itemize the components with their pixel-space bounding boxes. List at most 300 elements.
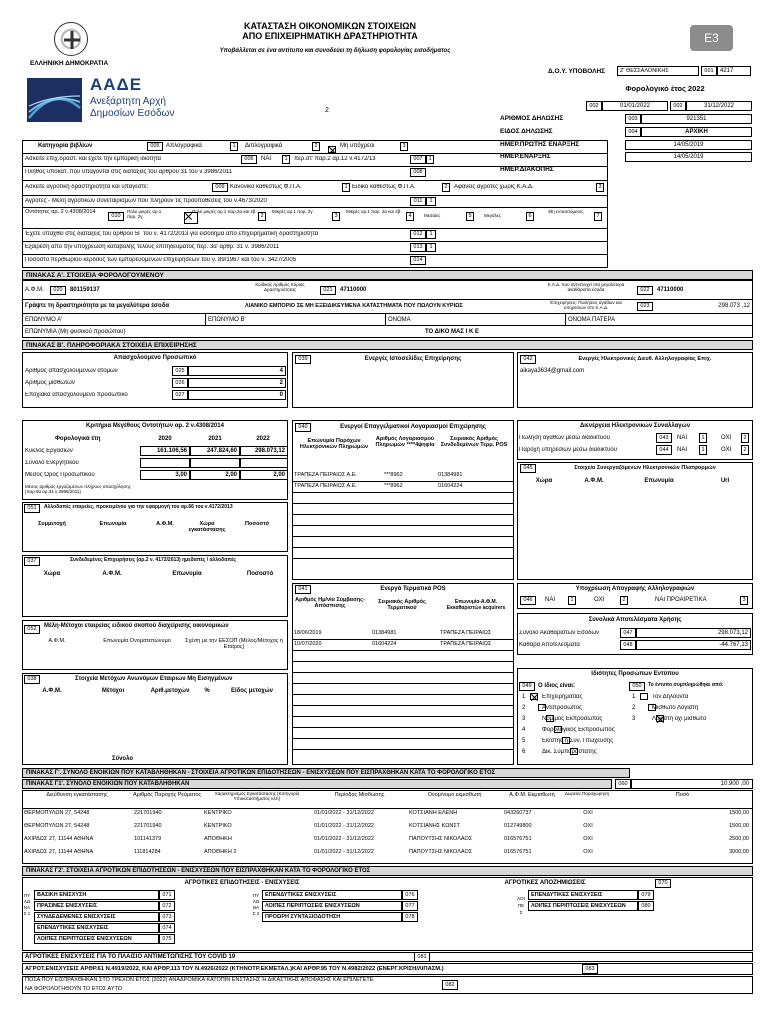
books-n3: 3: [400, 142, 408, 151]
prep-left-number: 2: [522, 705, 526, 711]
country-label: ΕΛΛΗΝΙΚΗ ΔΗΜΟΚΡΑΤΙΑ: [30, 60, 109, 67]
period-from: 01/01/2022: [602, 101, 668, 111]
g2-row-code: 076: [402, 890, 418, 900]
size-n2: 2: [258, 212, 266, 221]
g2-row-code: 079: [638, 890, 654, 900]
results-row-code: 047: [620, 628, 636, 638]
start-date: 14/05/2019: [625, 152, 752, 162]
r009-n3: 3: [596, 183, 604, 192]
code-021: 021: [320, 286, 336, 295]
rent-row-type: ΚΕΝΤΡΙΚΟ: [204, 823, 232, 829]
books-label: Κατηγορία βιβλίων: [38, 143, 93, 149]
g2-row-code: 073: [159, 912, 175, 922]
code-002: 002: [586, 101, 602, 111]
bank-row-serial: 01384981: [438, 472, 463, 478]
code-013: 013: [410, 243, 426, 252]
code-081: 081: [414, 952, 430, 962]
agri-comp-title: ΑΓΡΟΤΙΚΕΣ ΑΠΟΖΗΜΙΩΣΕΙΣ: [504, 880, 586, 886]
size-n7: 7: [594, 212, 602, 221]
g2-row-label: ΕΠΕΝΔΥΤΙΚΕΣ ΕΝΙΣΧΥΣΕΙΣ: [262, 890, 402, 900]
rent-row-amount: 2500,00: [729, 836, 749, 842]
prep-left-label: Αντιπρόσωπος: [542, 705, 583, 711]
r012-label: Έχετε υπαχθεί στις διατάξεις του άρθρου 5Γ του ν. 4172/2013 για εισόδημα από επιχειρηματική δραστηριότητα: [25, 231, 319, 237]
staff-row-label: Αριθμός απασχολούμενων ατόμων: [25, 368, 118, 374]
period-to: 31/12/2022: [686, 101, 752, 111]
code-002b: 002: [670, 101, 686, 111]
g2-row-label: ΕΠΕΝΔΥΤΙΚΕΣ ΕΝΙΣΧΥΣΕΙΣ: [34, 923, 159, 933]
rent-row-power: 101141379: [134, 836, 162, 842]
shares-headers: [22, 686, 288, 698]
books-opt-1: Απλογραφικά: [166, 143, 202, 149]
foreign-col-header: Α.Φ.Μ.: [156, 521, 174, 527]
rent-row-address: ΑΧΙΡΔΩΣ 27, 11144 ΑΘΗΝΑ: [24, 849, 94, 855]
start-label: ΗΜΕΡ.ΕΝΑΡΞΗΣ: [500, 153, 551, 160]
etrans-yes: ΝΑΙ: [677, 447, 688, 453]
rent-col-header: Διεύθυνση εγκατάστασης: [46, 792, 108, 798]
r009-n1: 1: [342, 183, 350, 192]
prep-left-label: Δικ. Συμπαραστάτης: [542, 749, 597, 755]
decl-type: ΑΡΧΙΚΗ: [641, 127, 752, 137]
surname-2-label: ΕΠΩΝΥΜΟ Β': [208, 317, 246, 323]
size-medium: Μεσαίες: [424, 213, 441, 218]
staff-title: Απασχολούμενο Προσωπικό: [113, 355, 197, 361]
rent-row-free: ΟΧΙ: [583, 823, 593, 829]
g2-row-label: ΠΡΑΣΙΝΕΣ ΕΝΙΣΧΥΣΕΙΣ: [34, 901, 159, 911]
foreign-col-header: Επωνυμία: [99, 521, 127, 527]
members-col-header: Σχέση με την ΕΕΣΟΠ (Μέλος/Μέτοχος ή Εταίρος): [185, 638, 283, 651]
rent-row-address: ΑΧΙΡΔΩΣ 27, 11144 ΑΘΗΝΑ: [24, 836, 94, 842]
covid-label: ΑΓΡΟΤΙΚΕΣ ΕΝΙΣΧΥΣΕΙΣ ΓΙΑ ΤΟ ΠΛΑΙΣΙΟ ΑΝΤΙΜΕΤΩΠΙΣΗΣ ΤΟΥ COVID 19: [25, 954, 236, 960]
r009-n2: 2: [442, 183, 450, 192]
staff-row-label: Αριθμός μισθωτών: [25, 380, 75, 386]
code-004: 004: [625, 127, 641, 137]
criteria-value-1: 3,00: [140, 470, 190, 480]
code-060: 060: [615, 779, 631, 789]
rent-row-amount: 1500,00: [729, 810, 749, 816]
size-small-2ab: Μικρές αρ.1 παρ. 2α και 2β: [346, 209, 401, 214]
form-title-2: ΑΠΟ ΕΠΙΧΕΙΡΗΜΑΤΙΚΗ ΔΡΑΣΤΗΡΙΟΤΗΤΑ: [242, 30, 418, 41]
linked-col-header: Χώρα: [43, 571, 61, 577]
code-006: 006: [241, 155, 257, 164]
criteria-value-1: [140, 458, 190, 468]
results-row-label: Σύνολο Ακαθαρίστων Εσόδων: [519, 630, 600, 636]
g2-row-code: 072: [159, 901, 175, 911]
criteria-note: Μέσος αριθμός εργαζομένων πλήρους απασχόλησης (παρ.9α αρ.31 ν.3986/2011): [25, 484, 131, 494]
r013-value: 1: [426, 243, 436, 252]
etrans-row-label: Πώληση αγαθών μέσω διαδικτύου: [519, 435, 610, 441]
size-large: Μεγάλες: [484, 213, 502, 218]
legal-name-value: ΤΟ ΔΙΚΟ ΜΑΣ Ι Κ Ε: [425, 329, 479, 335]
prep-left-number: 6: [522, 749, 526, 755]
email-title: Ενεργές Ηλεκτρονικές Διευθ. Αλληλογραφίας Επιχ.: [578, 356, 712, 362]
r009-label: Ασκείτε αγροτική δραστηριότητα και υπάγεστε:: [25, 184, 149, 190]
form-code-badge: Ε3: [690, 25, 733, 51]
term-col-serial: Σειριακός Αριθμός Τερματικού: [378, 599, 426, 612]
linked-title: Συνδεδεμένες Επιχειρήσεις (αρ.2 ν. 4172/2013) ημεδαπές / αλλοδαπές: [70, 557, 236, 563]
g2-row-code: 077: [402, 901, 418, 911]
decl-no-label: ΑΡΙΘΜΟΣ ΔΗΛΩΣΗΣ: [500, 115, 564, 122]
platform-col-header: Url: [720, 478, 730, 484]
terminal-row-serial: 01604224: [372, 641, 397, 647]
code-005: 005: [147, 142, 163, 151]
size-not-classified: Μη εντασσόμενες: [548, 209, 584, 214]
rent-row-afm: 012749800: [504, 823, 532, 829]
rent-row-amount: 1500,00: [729, 823, 749, 829]
rent-row-type: ΚΕΝΤΡΙΚΟ: [204, 810, 232, 816]
code-051: 051: [24, 504, 40, 513]
rent-col-header: Ποσό: [675, 792, 690, 798]
prep-left-label: Φορολογικός Εκπρόσωπος: [542, 727, 615, 733]
results-row-code: 048: [620, 640, 636, 650]
rent-row-lessor: ΚΟΤΣΙΑΝΗΣ ΚΩΝΣΤ: [409, 823, 461, 829]
afm-value: 801159137: [70, 287, 100, 293]
table-g-title: ΠΙΝΑΚΑΣ Γ'. ΣΥΝΟΛΟ ΕΝΟΙΚΙΩΝ ΠΟΥ ΚΑΤΑΒΛΗΘΗΚΑΝ - ΣΤΟΙΧΕΙΑ ΑΓΡΟΤΙΚΩΝ ΕΠΙΔΟΤΗΣΕΩΝ - ΕΝΙΣΧΥΣΕΩΝ ΠΟΥ ΕΙΣΠΡΑΧΘΗΚΑΝ ΚΑΤΑ ΤΟ ΦΟΡΟΛΟΓΙΚΟ ΕΤΟΣ: [22, 768, 630, 778]
shares-title: Στοιχεία Μετόχων Ανωνύμων Εταιριών Μη Εισηγμένων: [75, 676, 233, 682]
foreign-col-header: Συμμετοχή: [38, 521, 66, 527]
rent-row-afm: 016576751: [504, 836, 532, 842]
etrans-no: ΟΧΙ: [721, 435, 732, 441]
email-value: aikaya3634@gmail.com: [520, 368, 585, 374]
inventory-optional: ΝΑΙ ΠΡΟΑΙΡΕΤΙΚΑ: [655, 597, 707, 603]
g2-row-label: ΛΟΙΠΕΣ ΠΕΡΙΠΤΩΣΕΙΣ ΕΝΙΣΧΥΣΕΩΝ: [528, 901, 638, 911]
inventory-n1: 1: [568, 596, 576, 605]
code-050: 050: [629, 682, 645, 691]
decl-type-label: ΕΙΔΟΣ ΔΗΛΩΣΗΣ: [500, 128, 553, 135]
code-083: 083: [582, 964, 598, 974]
criteria-value-1: 161.106,56: [140, 446, 190, 456]
etrans-y: 1: [699, 433, 707, 443]
prep-left-label: Νόμιμος Εκπρόσωπος: [542, 716, 603, 722]
form-title-1: ΚΑΤΑΣΤΑΣΗ ΟΙΚΟΝΟΜΙΚΩΝ ΣΤΟΙΧΕΙΩΝ: [244, 21, 416, 31]
results-title: Συνολικά Αποτελέσματα Χρήσης: [588, 617, 682, 623]
code-022: 022: [637, 286, 653, 295]
r008-label: Πλήθος υποκατ. που υπάγονται στις διατάξεις του άρθρου 31 του ν.3986/2011: [25, 169, 233, 175]
rent-row-period: 01/01/2022 - 31/12/2022: [314, 823, 374, 829]
first-start-label: ΗΜΕΡ.ΠΡΩΤΗΣ ΕΝΑΡΞΗΣ: [500, 141, 580, 148]
prep-title: Ιδιότητες Προσώπων Εντύπου: [591, 671, 679, 677]
rent-row-period: 01/01/2022 - 31/12/2022: [314, 836, 374, 842]
prep-left-number: 3: [522, 716, 526, 722]
r006-yes: ΝΑΙ: [261, 156, 272, 162]
size-n5: 5: [466, 212, 474, 221]
code-008: 008: [410, 168, 426, 177]
c023-value: 298.073 ,12: [718, 303, 750, 309]
terminals-title: Ενεργά Τερματικά POS: [380, 586, 446, 592]
kad2-label: Κ.Α.Δ. που αντιστοιχεί στα μεγαλύτερα ακαθάριστα έσοδα: [547, 282, 625, 292]
table-b-title: ΠΙΝΑΚΑΣ Β'. ΠΛΗΡΟΦΟΡΙΑΚΑ ΣΤΟΙΧΕΙΑ ΕΠΙΧΕΙΡΗΣΗΣ: [22, 340, 753, 350]
books-opt-3: Μη υπόχρεοι: [340, 143, 375, 149]
r012-value: 1: [426, 230, 436, 239]
return-label-1: ΠΟΣΑ ΠΟΥ ΕΙΣΠΡΑΧΘΗΚΑΝ ΣΤΟ ΤΡΕΧΟΝ ΕΤΟΣ (2022) ΑΝΑΔΡΟΜΙΚΑ ΚΑΤΟΠΙΝ ΕΝΣΤΑΣΗΣ Ή ΔΙΚΑΣΤΙΚΗΣ ΑΠΟΦΑΣΗΣ ΚΑΙ ΕΠΙΛΕΓΕΤΕ: [25, 977, 374, 983]
web-title: Ενεργές Ιστοσελίδες Επιχείρησης: [364, 356, 462, 362]
r014-label: Ποσοστό περιθωρίου κέρδους των εμπορευόμενων επιχειρήσεων του ν. 89/1967 και του ν. 3427/2005: [25, 257, 297, 263]
etrans-row-label: Παροχή υπηρεσιών μέσω διαδικτύου: [519, 447, 618, 453]
platform-col-header: Α.Φ.Μ.: [584, 478, 604, 484]
bank-col-account: Αριθμός Λογαριασμού Πληρωμών ****4ψηφία: [375, 436, 435, 449]
code-003: 003: [625, 114, 641, 124]
code-040: 040: [295, 423, 311, 432]
criteria-title: Κριτήρια Μεγέθους Οντοτήτων αρ. 2 ν.4308/2014: [86, 423, 224, 429]
shares-col-header: Είδος μετοχών: [231, 688, 273, 694]
code-046: 046: [520, 596, 536, 605]
linked-headers: [22, 569, 288, 581]
code-082: 082: [442, 980, 458, 990]
r007-n1: 1: [426, 155, 434, 164]
code-014: 014: [410, 256, 426, 265]
rent-col-header: Αριθμός Παροχής Ρεύματος: [132, 792, 202, 798]
criteria-value-2: [190, 458, 240, 468]
books-n2: 2: [312, 142, 320, 151]
shares-col-header: Α.Φ.Μ.: [42, 688, 62, 694]
rent-row-free: ΟΧΙ: [583, 810, 593, 816]
foreign-headers: [22, 518, 288, 534]
r013-label: Εξαίρεση από την υποχρέωση καταβολής τέλους επιτηδεύματος περ. 3α' άρθρ. 31 ν. 3986/2011: [25, 244, 280, 250]
books-opt-2: Διπλογραφικά: [245, 143, 283, 149]
rent-row-afm: 016576751: [504, 849, 532, 855]
energy-label: ΑΓΡΟΤ.ΕΝΙΣΧΥΣΕΙΣ ΑΡΘΡ.61 Ν.4919/2022, ΚΑΙ ΑΡΘΡ.113 ΤΟΥ Ν.4926/2022 (ΚΤΗΝΟΤΡ.ΕΚΜΕΤΑΛ.)ΚΑΙ ΑΡΘΡ.95 ΤΟΥ Ν.4982/2022 (ΕΝΕΡΓ.ΚΡΙΣΗ/ΛΙΠΑΣΜ.): [25, 966, 444, 972]
platform-col-header: Επωνυμία: [644, 478, 674, 484]
greek-emblem-icon: [54, 22, 88, 56]
doy-value: Ζ' ΘΕΣΣΑΛΟΝΙΚΗΣ: [617, 66, 699, 76]
g2-row-code: 080: [638, 901, 654, 911]
afm-label: Α.Φ.Μ.: [25, 287, 44, 293]
activity-value: ΛΙΑΝΙΚΟ ΕΜΠΟΡΙΟ ΣΕ ΜΗ ΕΞΕΙΔΙΚΕΥΜΕΝΑ ΚΑΤΑΣΤΗΜΑΤΑ ΠΟΥ ΠΩΛΟΥΝ ΚΥΡΙΩΣ: [245, 303, 463, 309]
pillar-2-label: ΠΥΛΩΝΑΣ 2: [252, 893, 260, 916]
foreign-title: Αλλοδαπές εταιρείες, προκειμένου για την εφαρμογή του αρ.66 του ν.4172/2013: [44, 504, 233, 510]
bank-row-serial: 01604224: [438, 483, 463, 489]
code-020: 020: [50, 286, 66, 295]
terminal-row-date: 10/07/2020: [294, 641, 322, 647]
prep-right-number: 1: [632, 694, 636, 700]
rent-col-header: Περίοδος Μίσθωσης: [334, 792, 385, 798]
prep-right-list: [630, 694, 750, 722]
etrans-y: 1: [699, 445, 707, 455]
rent-row-free: ΟΧΙ: [583, 849, 593, 855]
code-049: 049: [519, 682, 535, 691]
rent-headers: [22, 791, 753, 809]
aade-logo: [27, 78, 82, 122]
staff-row-code: 025: [172, 366, 188, 376]
prep-right-label: Λογιστή όχι μισθωτό: [652, 716, 707, 722]
aade-subtitle-2: Δημοσίων Εσόδων: [90, 108, 175, 119]
r006-n1: 1: [282, 155, 290, 164]
etrans-title: Διενέργεια Ηλεκτρονικών Συναλλαγών: [579, 423, 691, 429]
agri-sub-title: ΑΓΡΟΤΙΚΕΣ ΕΠΙΔΟΤΗΣΕΙΣ - ΕΝΙΣΧΥΣΕΙΣ: [184, 880, 300, 886]
g2-row-label: ΠΡΟΩΡΗ ΣΥΝΤΑΞΙΟΔΟΤΗΣΗ: [262, 912, 402, 922]
code-045: 045: [520, 464, 536, 473]
term-col-acquirer: Επωνυμία-Α.Φ.Μ. Εκκαθαριστών acquirers: [446, 599, 506, 611]
code-023: 023: [637, 302, 653, 311]
table-g2-title: ΠΙΝΑΚΑΣ Γ2'. ΣΤΟΙΧΕΙΑ ΑΓΡΟΤΙΚΩΝ ΕΠΙΔΟΤΗΣΕΩΝ - ΕΝΙΣΧΥΣΕΩΝ ΠΟΥ ΕΙΣΠΡΑΧΘΗΚΑΝ ΚΑΤΑ ΤΟ ΦΟΡΟΛΟΓΙΚΟ ΕΤΟΣ: [22, 866, 753, 876]
members-title: Μέλη-Μέτοχοι εταιρείας ειδικού σκοπού διαχείρισης οικονομικών: [44, 623, 229, 629]
criteria-value-3: [240, 458, 288, 468]
code-052: 052: [24, 625, 40, 634]
r009-opt-1: Κανονικό καθεστώς Φ.Π.Α.: [230, 184, 302, 190]
code-038: 038: [24, 675, 40, 684]
kad-label: Κωδικός Αριθμός Κύριας Δραστηριότητας: [255, 282, 305, 292]
staff-row-value: 4: [188, 366, 286, 376]
linked-col-header: Επωνυμία: [172, 571, 202, 577]
bank-row-account: ***8962: [384, 472, 403, 478]
r011-label: Αγρότες - Μέλη αγροτικών συνεταιρισμών που πληρούν τις προϋποθέσεις του ν.4673/2020: [25, 198, 267, 204]
r006-alt: περ.στ' παρ.2 αρ.12 ν.4172/13: [294, 156, 376, 162]
rent-row-type: ΑΠΟΘΗΚΗ 2: [204, 849, 237, 855]
prep-left-number: 4: [522, 727, 526, 733]
code-010: 010: [108, 212, 124, 221]
etrans-row-code: 043: [656, 433, 672, 443]
staff-row-code: 026: [172, 378, 188, 388]
code-009: 009: [212, 183, 228, 192]
staff-row-label: Εποχιακά απασχολούμενο προσωπικό: [25, 392, 128, 398]
activity-label: Γράψτε τη δραστηριότητα με τα μεγαλύτερα έσοδα: [25, 303, 170, 309]
rent-row-power: 221701940: [134, 810, 162, 816]
r006-label: Ασκείτε επιχ.δραστ. και έχετε την εμπορική ιδιότητα: [25, 156, 161, 162]
staff-row-value: 2: [188, 378, 286, 388]
year-2: 2021: [208, 436, 222, 442]
criteria-value-2: 2,00: [190, 470, 240, 480]
father-name-label: ΟΝΟΜΑ ΠΑΤΕΡΑ: [568, 317, 616, 323]
shares-col-header: %: [204, 688, 210, 694]
aade-subtitle-1: Ανεξάρτητη Αρχή: [90, 96, 166, 107]
surname-1-label: ΕΠΩΝΥΜΟ Α': [25, 317, 63, 323]
rent-row-address: ΘΕΡΜΟΠΥΛΩΝ 27, 54248: [24, 810, 90, 816]
table-g1-title: ΠΙΝΑΚΑΣ Γ1'. ΣΥΝΟΛΟ ΕΝΟΙΚΙΩΝ ΠΟΥ ΚΑΤΑΒΛΗΘΗΚΑΝ: [22, 779, 612, 789]
linked-col-header: Α.Φ.Μ.: [102, 571, 122, 577]
etrans-n: 2: [741, 433, 749, 443]
code-011: 011: [410, 197, 426, 206]
r010-label: Οντότητες αρ. 2 ν.4308/2014: [25, 209, 96, 215]
results-row-label: Καθαρά Αποτελέσματα: [519, 642, 580, 648]
doy-code: 4217: [717, 66, 751, 76]
term-col-date: Αριθμός Ημ/νία Σύμβασης-Απόσπισης: [295, 597, 365, 610]
code-039: 039: [295, 355, 311, 364]
rent-row-period: 01/01/2022 - 31/12/2022: [314, 810, 374, 816]
prep-left-number: 1: [522, 694, 526, 700]
size-small-2g: Μικρές αρ.1 παρ. 2γ: [272, 209, 313, 214]
etrans-row-code: 044: [656, 445, 672, 455]
prep-left-list: [520, 694, 625, 755]
inventory-yes: ΝΑΙ: [545, 597, 556, 603]
page-number: 2: [325, 107, 329, 114]
criteria-row-label: Σύνολο Ενεργητικού: [25, 460, 79, 466]
g2-row-label: ΒΑΣΙΚΗ ΕΝΙΣΧΥΣΗ: [34, 890, 159, 900]
fiscal-years-label: Φορολογικά έτη: [55, 436, 101, 442]
g2-row-code: 078: [402, 912, 418, 922]
size-very-small-2g: Πολύ μικρές αρ.1 παρ. 2γ: [127, 209, 162, 219]
pillar-1-label: ΠΥΛΩΝΑΣ 1: [23, 893, 31, 916]
prep-left-label: Εκ/στής ή Συν. Πτώχευσης: [542, 738, 614, 744]
criteria-row-label: Μέσος Όρος Προσωπικού: [25, 472, 95, 478]
g2-row-code: 075: [159, 934, 175, 944]
prep-left-checkbox[interactable]: [530, 693, 538, 700]
fiscal-year: Φορολογικό έτος 2022: [625, 84, 705, 93]
g2-row-label: ΛΟΙΠΕΣ ΠΕΡΙΠΤΩΣΕΙΣ ΕΝΙΣΧΥΣΕΩΝ: [262, 901, 402, 911]
year-3: 2022: [256, 436, 270, 442]
rent-row-lessor: ΠΑΠΟΥΤΣΗΣ ΝΙΚΟΛΑΟΣ: [409, 849, 473, 855]
platform-col-header: Χώρα: [535, 478, 553, 484]
code-042: 042: [520, 355, 536, 364]
rent-total: 10.900 ,00: [631, 779, 753, 789]
r009-opt-3: Αφανείς αγρότες χωρίς Κ.Α.Δ.: [454, 184, 534, 190]
terminal-row-serial: 01384981: [372, 630, 397, 636]
terminal-row-acquirer: ΤΡΑΠΕΖΑ ΠΕΙΡΑΙΩΣ: [440, 641, 492, 647]
rent-row-type: ΑΠΟΘΗΚΗ: [204, 836, 232, 842]
form-subtitle: Υποβάλλεται σε ένα αντίτυπο και συνοδεύει τη δήλωση φορολογίας εισοδήματος: [219, 48, 451, 54]
rent-col-header: Χαρακτηρισμός Εγκατάστασης (Κατηγορία Υποκαταστήματος κλπ): [214, 791, 300, 801]
inventory-n3: 3: [740, 596, 748, 605]
r009-opt-2: Ειδικό καθεστώς Φ.Π.Α.: [352, 184, 416, 190]
results-row-value: -44.767,13: [636, 640, 751, 650]
criteria-value-3: 2,00: [240, 470, 288, 480]
name-label: ΟΝΟΜΑ: [388, 317, 411, 323]
decl-no: 921351: [641, 114, 752, 124]
etrans-no: ΟΧΙ: [721, 447, 732, 453]
other-label: ΛΟΙΠΕΣ: [517, 896, 525, 915]
bank-row-provider: ΤΡΑΠΕΖΑ ΠΕΙΡΑΙΩΣ Α.Ε.: [294, 472, 357, 478]
rent-col-header: Α.Φ.Μ. Εκμισθωτή: [509, 792, 555, 798]
shares-total-label: Σύνολο: [112, 756, 134, 762]
bank-col-provider: Επωνυμία Παρόχων Ηλεκτρονικών Πληρωμών: [299, 438, 369, 451]
terminal-row-acquirer: ΤΡΑΠΕΖΑ ΠΕΙΡΑΙΩΣ: [440, 630, 492, 636]
aade-title: ΑΑΔΕ: [90, 75, 143, 94]
rent-row-afm: 043260737: [504, 810, 532, 816]
year-1: 2020: [158, 436, 172, 442]
kad-value: 47110000: [340, 287, 367, 293]
g2-row-label: ΛΟΙΠΕΣ ΠΕΡΙΠΤΩΣΕΙΣ ΕΝΙΣΧΥΣΕΩΝ: [34, 934, 159, 944]
code-041: 041: [295, 585, 311, 594]
prep-right-label: Μισθωτό Λογιστή: [652, 705, 699, 711]
g2-row-code: 074: [159, 923, 175, 933]
stop-label: ΗΜΕΡ.ΔΙΑΚΟΠΗΣ: [500, 166, 554, 173]
prep-right-checkbox[interactable]: [640, 693, 648, 700]
rent-col-header: Δωρεάν Παραχώρηση: [564, 791, 610, 796]
rent-row-amount: 3000,00: [729, 849, 749, 855]
inventory-title: Υποχρέωση Απογραφής Αλληλογραφιών: [575, 586, 695, 592]
rent-row-power: 111814284: [134, 849, 161, 855]
etrans-yes: ΝΑΙ: [677, 435, 688, 441]
platform-headers: [517, 476, 753, 488]
results-row-value: 298.073,12: [636, 628, 751, 638]
prep-right-number: 3: [632, 716, 636, 722]
rent-col-header: Ονομ/νυμο εκμισθωτή: [427, 792, 482, 798]
linked-col-header: Ποσοστό: [246, 571, 274, 577]
prep-left-number: 5: [522, 738, 526, 744]
prep-right-label: Τον Δηλούντα: [652, 694, 689, 700]
g2-row-label: ΣΥΝΔΕΔΕΜΕΝΕΣ ΕΝΙΣΧΥΣΕΙΣ: [34, 912, 159, 922]
rent-row-lessor: ΚΟΤΣΙΑΝΗ ΕΛΕΝΗ: [409, 810, 458, 816]
prep-right-number: 2: [632, 705, 636, 711]
first-start-date: 14/05/2019: [625, 140, 752, 150]
shares-col-header: Αριθ.μετοχών: [150, 688, 190, 694]
g2-row-label: ΕΠΕΝΔΥΤΙΚΕΣ ΕΝΙΣΧΥΣΕΙΣ: [528, 890, 638, 900]
g2-row-code: 071: [159, 890, 175, 900]
inventory-n2: 2: [620, 596, 628, 605]
doy-label: Δ.Ο.Υ. ΥΠΟΒΟΛΗΣ: [548, 68, 606, 75]
books-checkbox-3[interactable]: [328, 146, 336, 153]
c050-label: Το έντυπο συμπληρώθηκε από:: [648, 682, 724, 688]
r011-value: 1: [426, 197, 436, 206]
platform-title: Στοιχεία Συνεργαζόμενων Ηλεκτρονικών Πλατφορμών: [574, 465, 716, 471]
members-col-header: Επωνυμία Ονοματεπώνυμο: [103, 638, 171, 644]
criteria-value-3: 298.073,12: [240, 446, 288, 456]
doy-code-label: 001: [701, 66, 717, 76]
kad2-value: 47110000: [657, 287, 684, 293]
prep-left-label: Επιχειρηματίας: [542, 694, 583, 700]
criteria-value-2: 247.824,60: [190, 446, 240, 456]
inventory-no: ΟΧΙ: [594, 597, 605, 603]
staff-row-code: 027: [172, 390, 188, 400]
table-a-title: ΠΙΝΑΚΑΣ Α'. ΣΤΟΙΧΕΙΑ ΦΟΡΟΛΟΓΟΥΜΕΝΟΥ: [22, 270, 753, 280]
